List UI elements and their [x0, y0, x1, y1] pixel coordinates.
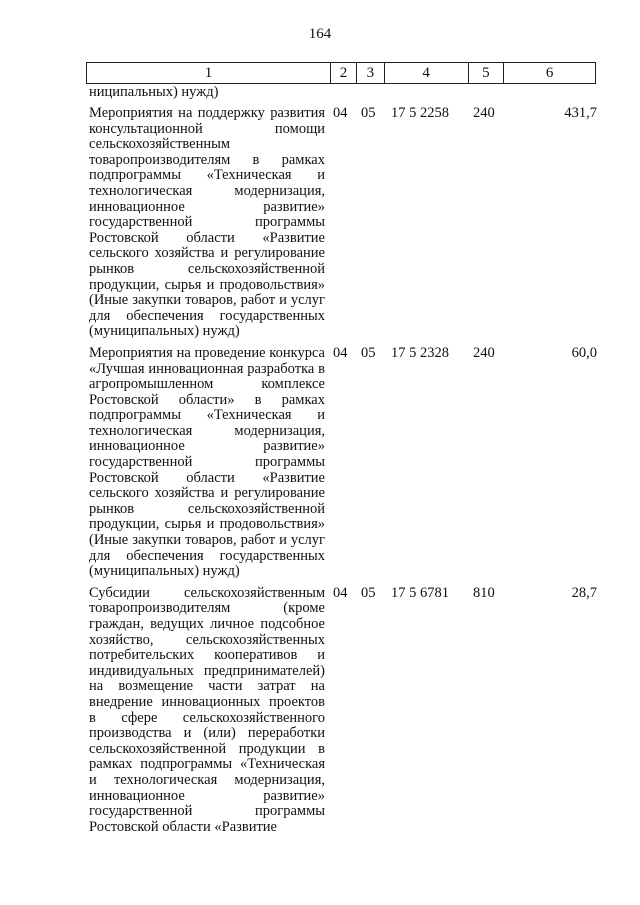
row-amount: 28,7 — [571, 584, 597, 601]
row-subsection: 05 — [361, 105, 376, 121]
row-expense-type: 810 — [473, 584, 495, 601]
row-subsection: 05 — [361, 584, 376, 601]
header-col-1: 1 — [87, 63, 331, 83]
row-expense-type: 240 — [473, 344, 495, 361]
header-col-3: 3 — [357, 63, 385, 83]
continuation-text: ниципальных) нужд) — [89, 84, 219, 100]
row-description: Мероприятия на проведение конкурса «Лучшая инновационная разработка в агропромышленном комплексе Ростовской области» в рамках подпрограммы «Техническая и технологическая модернизация, инновационное развитие» государственной программы Ростовской области «Развитие сельского хозяйства и регулирование рынков сельскохозяйственной продукции, сырья и продовольствия» (Иные закупки товаров, работ и услуг для обеспечения государственных (муниципальных) нужд) — [89, 344, 325, 580]
page-number: 164 — [308, 26, 332, 42]
header-col-2: 2 — [331, 63, 357, 83]
row-section: 04 — [333, 584, 348, 601]
row-amount: 431,7 — [564, 105, 597, 121]
row-target-code: 17 5 6781 — [391, 584, 449, 601]
header-col-6: 6 — [545, 65, 554, 81]
table-body — [89, 85, 599, 835]
row-section: 04 — [333, 344, 348, 361]
row-description: Субсидии сельскохозяйственным товаропроизводителям (кроме граждан, ведущих личное подсобное хозяйство, сельскохозяйственных потребительских кооперативов и индивидуальных предпринимателей) на возмещение части затрат на внедрение инновационных проектов в сфере сельскохозяйственного производства и (или) переработки сельскохозяйственной продукции в рамках подпрограммы «Техническая и технологическая модернизация, инновационное развитие» государственной программы Ростовской области «Развитие — [89, 584, 325, 835]
table-row — [89, 586, 599, 836]
row-target-code: 17 5 2328 — [391, 344, 449, 361]
row-amount: 60,0 — [571, 344, 597, 361]
header-col-4: 4 — [385, 63, 469, 83]
row-subsection: 05 — [361, 344, 376, 361]
row-expense-type: 240 — [473, 105, 495, 121]
header-col-5: 5 — [469, 63, 505, 83]
row-description: Мероприятия на поддержку развития консультационной помощи сельскохозяйственным товаропроизводителям в рамках подпрограммы «Техническая и технологическая модернизация, инновационное развитие» государственной программы Ростовской области «Развитие сельского хозяйства и регулирование рынков сельскохозяйственной продукции, сырья и продовольствия» (Иные закупки товаров, работ и услуг для обеспечения государственных (муниципальных) нужд) — [89, 105, 325, 340]
row-section: 04 — [333, 105, 348, 121]
table-row — [89, 106, 599, 340]
row-target-code: 17 5 2258 — [391, 105, 449, 121]
table-header — [86, 62, 596, 84]
table-row — [89, 346, 599, 580]
